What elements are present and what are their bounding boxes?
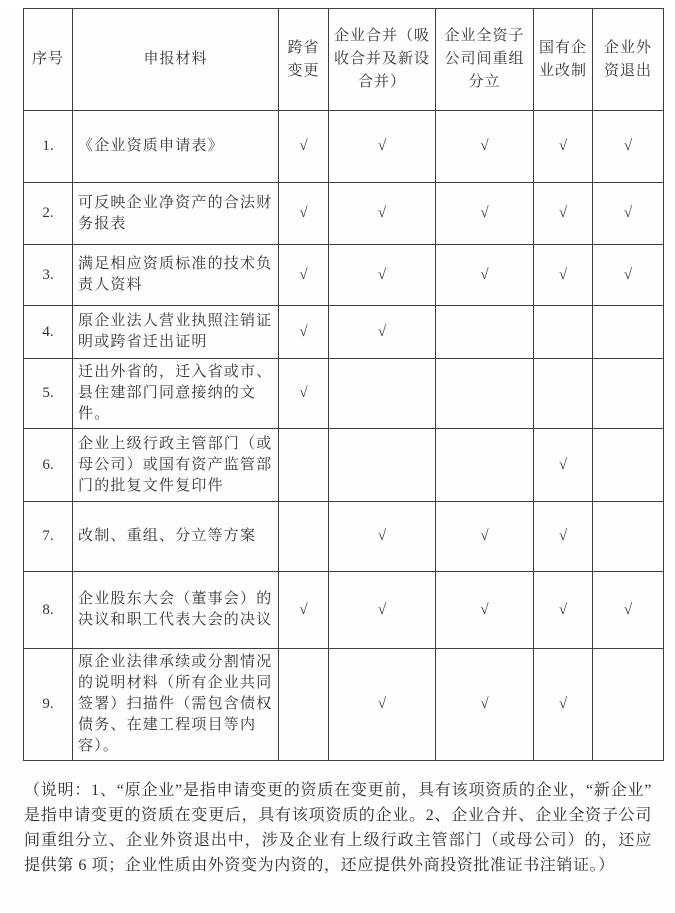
check-cell: √ bbox=[534, 111, 593, 183]
table-row bbox=[24, 183, 664, 245]
check-cell: √ bbox=[534, 245, 593, 306]
check-cell: √ bbox=[534, 429, 593, 502]
header-cell-subsidiary-reorg-split: 企业全资子公司间重组分立 bbox=[436, 9, 534, 111]
check-cell bbox=[436, 306, 534, 359]
row-number-cell: 7. bbox=[24, 502, 73, 572]
check-cell: √ bbox=[534, 649, 593, 761]
material-cell: 原企业法人营业执照注销证明或跨省迁出证明 bbox=[73, 306, 279, 359]
material-cell: 原企业法律承续或分割情况的说明材料（所有企业共同签署）扫描件（需包含债权债务、在建工程项目等内容）。 bbox=[73, 649, 279, 761]
check-cell: √ bbox=[329, 183, 436, 245]
check-cell: √ bbox=[593, 183, 664, 245]
header-cell-material: 申报材料 bbox=[73, 9, 279, 111]
check-cell: √ bbox=[593, 572, 664, 649]
row-number-cell: 2. bbox=[24, 183, 73, 245]
document-page bbox=[0, 8, 675, 913]
row-number-cell: 9. bbox=[24, 649, 73, 761]
material-cell: 满足相应资质标准的技术负责人资料 bbox=[73, 245, 279, 306]
check-cell bbox=[279, 429, 329, 502]
check-cell: √ bbox=[329, 649, 436, 761]
header-cell-foreign-capital-exit: 企业外资退出 bbox=[593, 9, 664, 111]
table-row bbox=[24, 245, 664, 306]
table-row bbox=[24, 359, 664, 429]
check-cell: √ bbox=[534, 502, 593, 572]
material-cell: 企业上级行政主管部门（或母公司）或国有资产监管部门的批复文件复印件 bbox=[73, 429, 279, 502]
row-number-cell: 6. bbox=[24, 429, 73, 502]
check-cell: √ bbox=[329, 111, 436, 183]
material-cell: 《企业资质申请表》 bbox=[73, 111, 279, 183]
check-cell: √ bbox=[279, 245, 329, 306]
check-cell: √ bbox=[534, 572, 593, 649]
check-cell: √ bbox=[279, 359, 329, 429]
header-cell-soe-restructuring: 国有企业改制 bbox=[534, 9, 593, 111]
check-cell bbox=[436, 359, 534, 429]
check-cell: √ bbox=[329, 502, 436, 572]
check-cell bbox=[593, 429, 664, 502]
check-cell: √ bbox=[436, 183, 534, 245]
check-cell: √ bbox=[279, 111, 329, 183]
check-cell: √ bbox=[279, 306, 329, 359]
materials-table bbox=[23, 8, 664, 761]
row-number-cell: 4. bbox=[24, 306, 73, 359]
check-cell: √ bbox=[436, 572, 534, 649]
header-cell-enterprise-merger: 企业合并（吸收合并及新设合并） bbox=[329, 9, 436, 111]
check-cell bbox=[593, 502, 664, 572]
table-row bbox=[24, 429, 664, 502]
material-cell: 改制、重组、分立等方案 bbox=[73, 502, 279, 572]
check-cell: √ bbox=[436, 245, 534, 306]
check-cell: √ bbox=[593, 245, 664, 306]
table-row bbox=[24, 111, 664, 183]
check-cell: √ bbox=[534, 183, 593, 245]
header-cell-seq: 序号 bbox=[24, 9, 73, 111]
check-cell: √ bbox=[329, 245, 436, 306]
check-cell bbox=[279, 649, 329, 761]
row-number-cell: 8. bbox=[24, 572, 73, 649]
check-cell bbox=[593, 649, 664, 761]
check-cell bbox=[436, 429, 534, 502]
check-cell: √ bbox=[436, 649, 534, 761]
row-number-cell: 5. bbox=[24, 359, 73, 429]
check-cell bbox=[534, 359, 593, 429]
check-cell: √ bbox=[593, 111, 664, 183]
table-row bbox=[24, 306, 664, 359]
header-cell-cross-province-change: 跨省变更 bbox=[279, 9, 329, 111]
check-cell: √ bbox=[329, 572, 436, 649]
check-cell: √ bbox=[436, 502, 534, 572]
row-number-cell: 1. bbox=[24, 111, 73, 183]
check-cell: √ bbox=[329, 306, 436, 359]
table-row bbox=[24, 649, 664, 761]
check-cell: √ bbox=[279, 183, 329, 245]
material-cell: 企业股东大会（董事会）的决议和职工代表大会的决议 bbox=[73, 572, 279, 649]
table-header-row bbox=[24, 9, 664, 111]
check-cell bbox=[534, 306, 593, 359]
check-cell bbox=[329, 429, 436, 502]
material-cell: 迁出外省的，迁入省或市、县住建部门同意接纳的文件。 bbox=[73, 359, 279, 429]
check-cell: √ bbox=[279, 572, 329, 649]
material-cell: 可反映企业净资产的合法财务报表 bbox=[73, 183, 279, 245]
check-cell bbox=[329, 359, 436, 429]
table-row bbox=[24, 572, 664, 649]
check-cell bbox=[279, 502, 329, 572]
check-cell: √ bbox=[436, 111, 534, 183]
table-row bbox=[24, 502, 664, 572]
row-number-cell: 3. bbox=[24, 245, 73, 306]
check-cell bbox=[593, 306, 664, 359]
footnote-explanation: （说明：1、“原企业”是指申请变更的资质在变更前，具有该项资质的企业，“新企业”是指申请变更的资质在变更后，具有该项资质的企业。2、企业合并、企业全资子公司间重组分立、企业外资退出中，涉及企业有上级行政主管部门（或母公司）的，还应提供第 6 项；企业性质由外资变为内资的，还应提供外商投资批准证书注销证。） bbox=[24, 782, 652, 874]
check-cell bbox=[593, 359, 664, 429]
